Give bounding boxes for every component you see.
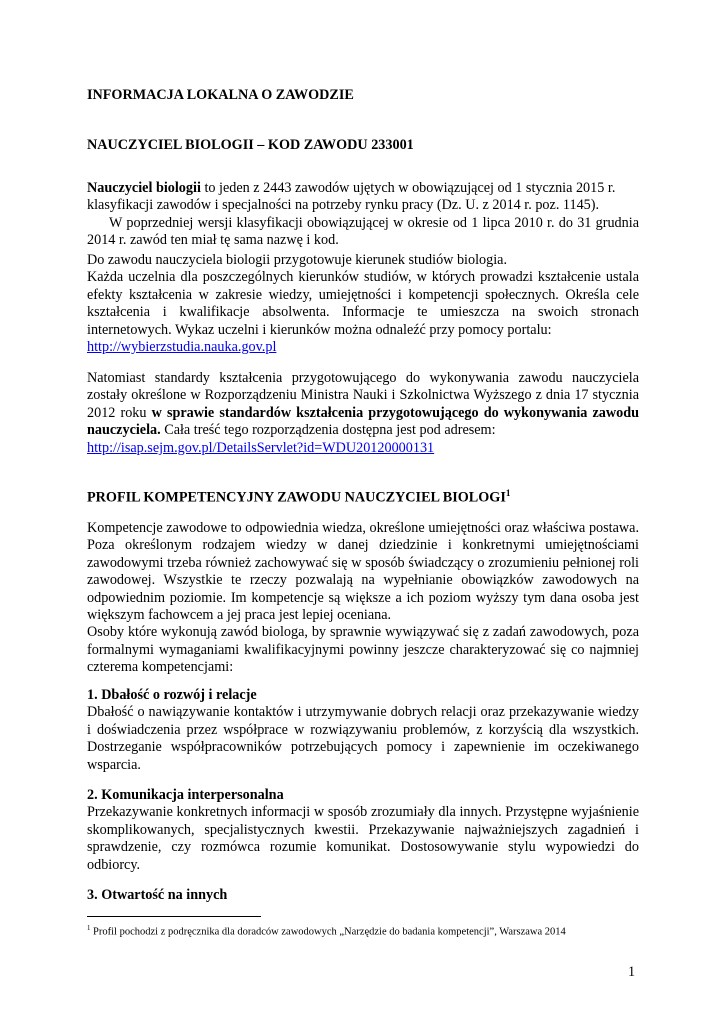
intro-paragraph-1: [87, 180, 639, 215]
footnote: [87, 922, 647, 939]
education-paragraph-2: Każda uczelnia dla poszczególnych kierunków studiów, w których prowadzi kształcenie ustala efekty kształcenia w zakresie wiedzy, umiejętności i kompetencji społecznych. Określa cele kształcenia i kwalifikacje absolwenta. Informacje te umieszcza na swoich stronach internetowych. Wykaz uczelni i kierunków można odnaleźć przy pomocy portalu:: [87, 269, 639, 338]
education-paragraph-1: Do zawodu nauczyciela biologii przygotowuje kierunek studiów biologia.: [87, 252, 507, 268]
standards-bold: w sprawie standardów kształcenia przygotowującego do wykonywania zawodu nauczyciela.: [87, 404, 639, 439]
intro-bold-lead: Nauczyciel biologii: [87, 180, 201, 196]
footnote-ref: 1: [505, 488, 511, 498]
portal-link[interactable]: http://wybierzstudia.nauka.gov.pl: [87, 339, 277, 356]
profile-paragraph-2: Osoby które wykonują zawód biologa, by sprawnie wywiązywać się z zadań zawodowych, poza formalnymi wymaganiami kwalifikacyjnymi powinny jeszcze charakteryzować się co najmniej czterema kompetencjami:: [87, 624, 639, 676]
competency-1: [87, 687, 639, 774]
competency-heading: 2. Komunikacja interpersonalna: [87, 787, 284, 803]
document-subtitle: NAUCZYCIEL BIOLOGII – KOD ZAWODU 233001: [87, 137, 414, 153]
standards-text-b: Cała treść tego rozporządzenia dostępna jest pod adresem:: [160, 422, 496, 439]
profile-heading: [87, 485, 639, 507]
profile-section: [87, 520, 639, 677]
standards-text-a: Natomiast standardy kształcenia przygotowującego do wykonywania zawodu nauczyciela zostały określone w Rozporządzeniu Ministra Nauki i Szkolnictwa Wyższego z dnia 17 stycznia 2012 roku: [87, 370, 639, 421]
competency-heading: 1. Dbałość o rozwój i relacje: [87, 687, 257, 703]
standards-section: [87, 370, 639, 457]
footnote-mark: 1: [87, 925, 91, 932]
competency-text: Dbałość o nawiązywanie kontaktów i utrzymywanie dobrych relacji oraz przekazywanie wiedzy i doświadczenia przez współprace w rozwiązywaniu problemów, z korzyścią dla wszystkich. Dostrzeganie współpracowników potrzebujących pomocy i zapewnienie im oczekiwanego wsparcia.: [87, 704, 639, 773]
profile-paragraph-1: Kompetencje zawodowe to odpowiednia wiedza, określone umiejętności oraz właściwa postawa. Poza określonym rodzajem wiedzy w danej dziedzinie i konkretnymi umiejętnościami zawodowymi trzeba również zachowywać się w sposób świadczący o zrozumieniu pełnionej roli zawodowej. Wszystkie te rzeczy pozwalają na wypełnianie obowiązków zawodowych na odpowiednim poziomie. Im kompetencje są większe a ich poziom wyższy tym dana osoba jest większym fachowcem a jej praca jest lepiej oceniana.: [87, 520, 639, 624]
footnote-text: Profil pochodzi z podręcznika dla doradców zawodowych „Narzędzie do badania kompetencji”, Warszawa 2014: [90, 926, 566, 938]
intro-p1-rest: to jeden z 2443 zawodów ujętych w obowiązującej od 1 stycznia 2015 r. klasyfikacji zawodów i specjalności na potrzeby rynku pracy (Dz. U. z 2014 r. poz. 1145).: [87, 180, 616, 214]
competency-2: [87, 787, 639, 874]
regulation-link[interactable]: http://isap.sejm.gov.pl/DetailsServlet?id=WDU20120000131: [87, 439, 435, 456]
profile-heading-text: PROFIL KOMPETENCYJNY ZAWODU NAUCZYCIEL BIOLOGI: [87, 489, 506, 506]
document-title: INFORMACJA LOKALNA O ZAWODZIE: [87, 87, 354, 103]
competency-3: [87, 887, 639, 904]
page-number: 1: [628, 964, 636, 980]
intro-section: [87, 180, 639, 250]
footnote-divider: [87, 916, 261, 917]
education-section: [87, 252, 639, 356]
competency-heading: 3. Otwartość na innych: [87, 887, 228, 903]
competency-text: Przekazywanie konkretnych informacji w sposób zrozumiały dla innych. Przystępne wyjaśnienie skomplikowanych, specjalistycznych kwestii. Przekazywanie najważniejszych zagadnień i sprawdzenie, czy rozmówca rozumie komunikat. Dostosowywanie stylu wypowiedzi do odbiorcy.: [87, 804, 639, 873]
intro-paragraph-2: W poprzedniej wersji klasyfikacji obowiązującej w okresie od 1 lipca 2010 r. do 31 grudnia 2014 r. zawód ten miał tę sama nazwę i kod.: [87, 214, 639, 249]
